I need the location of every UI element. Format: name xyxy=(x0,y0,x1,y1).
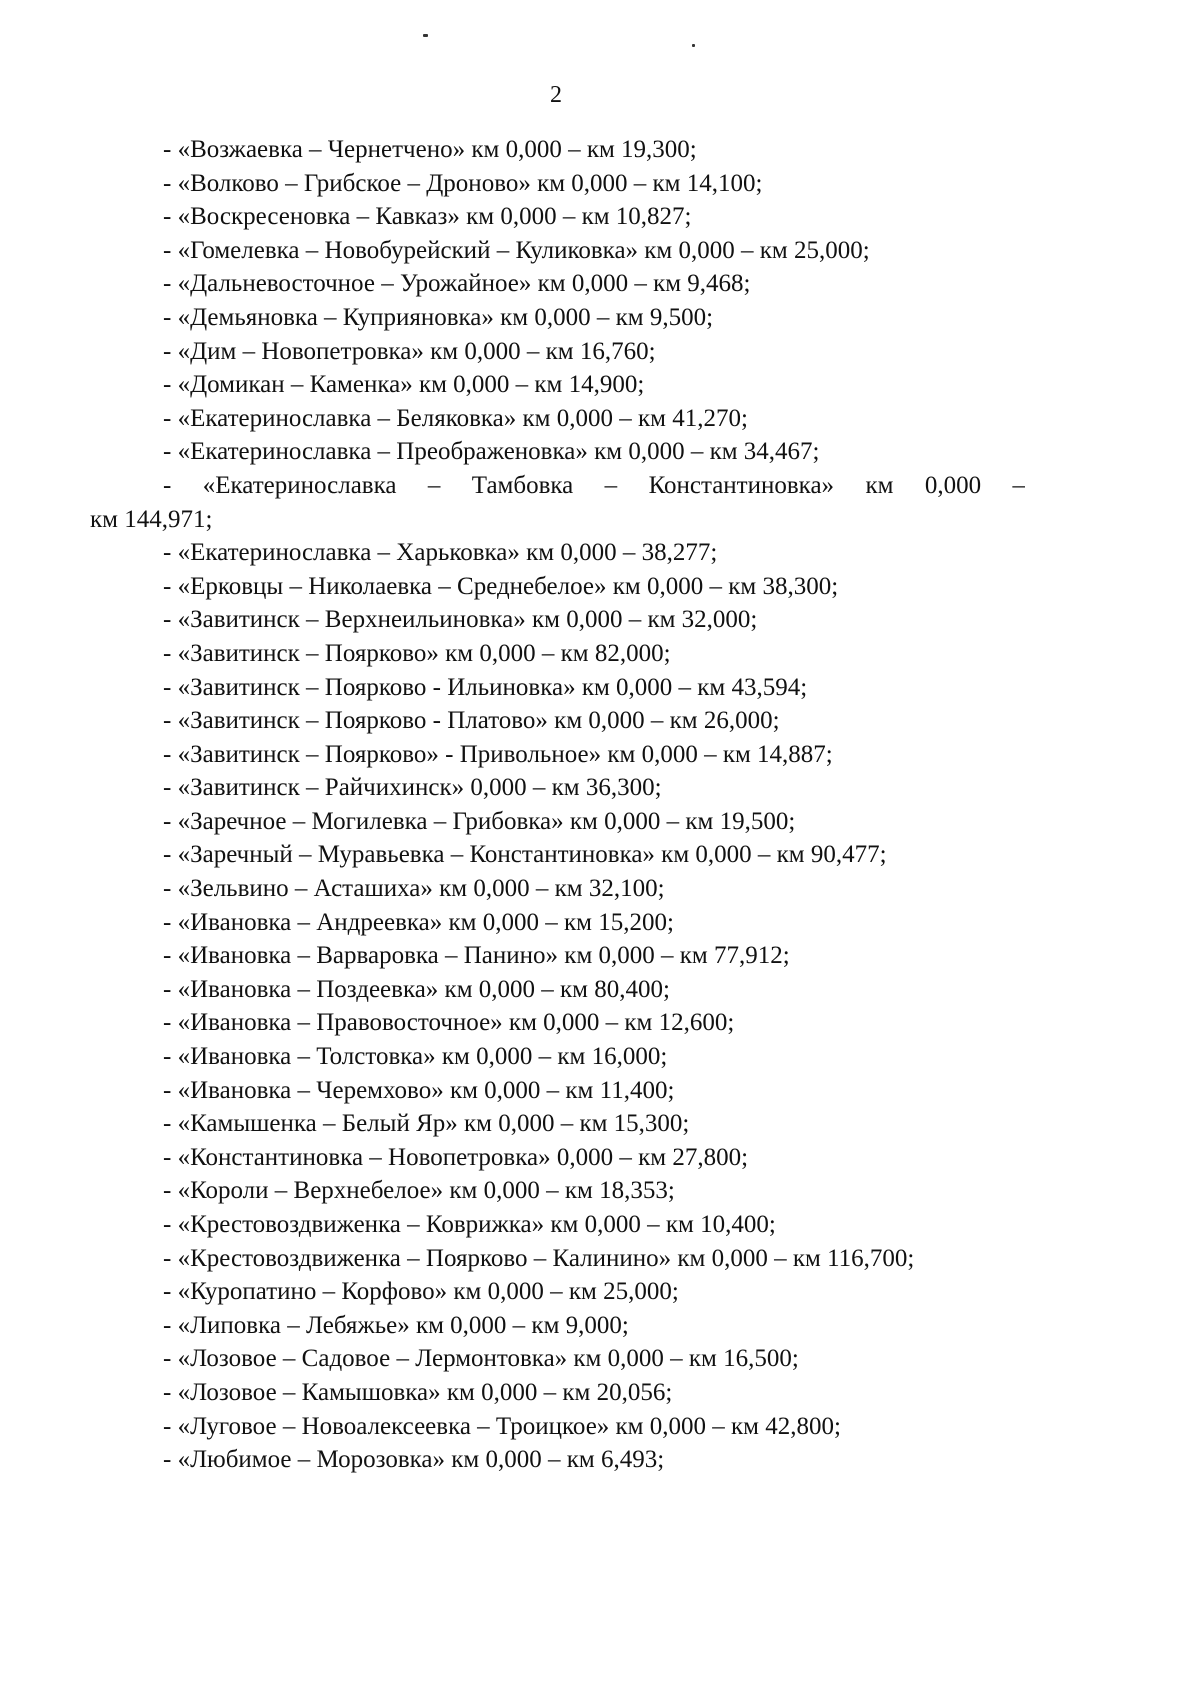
list-item: - «Дальневосточное – Урожайное» км 0,000 – км 9,468; xyxy=(163,270,751,298)
list-item: - «Ерковцы – Николаевка – Среднебелое» км 0,000 – км 38,300; xyxy=(163,572,839,600)
list-item: - «Завитинск – Поярково» - Привольное» км 0,000 – км 14,887; xyxy=(163,740,833,768)
list-item: - «Завитинск – Поярково» км 0,000 – км 82,000; xyxy=(163,639,671,667)
list-item: - «Зельвино – Асташиха» км 0,000 – км 32,100; xyxy=(163,875,665,903)
list-item: - «Воскресеновка – Кавказ» км 0,000 – км 10,827; xyxy=(163,203,692,231)
list-item: - «Короли – Верхнебелое» км 0,000 – км 18,353; xyxy=(163,1177,675,1205)
list-item: - «Гомелевка – Новобурейский – Куликовка» км 0,000 – км 25,000; xyxy=(163,236,870,264)
list-item: - «Лозовое – Камышовка» км 0,000 – км 20,056; xyxy=(163,1378,673,1406)
list-item: - «Липовка – Лебяжье» км 0,000 – км 9,000; xyxy=(163,1311,629,1339)
list-item: - «Ивановка – Поздеевка» км 0,000 – км 80,400; xyxy=(163,975,670,1003)
scan-speck xyxy=(692,44,695,47)
page-number: 2 xyxy=(550,82,562,108)
list-item: - «Ивановка – Варваровка – Панино» км 0,000 – км 77,912; xyxy=(163,942,790,970)
list-item: - «Завитинск – Верхнеильиновка» км 0,000 – км 32,000; xyxy=(163,606,758,634)
list-item: - «Крестовоздвиженка – Коврижка» км 0,000 – км 10,400; xyxy=(163,1211,776,1238)
list-item: - «Екатеринославка – Тамбовка – Константиновка» км 0,000 – xyxy=(163,471,1025,499)
list-item-continuation: км 144,971; xyxy=(90,505,213,533)
list-item: - «Завитинск – Поярково - Платово» км 0,000 – км 26,000; xyxy=(163,707,780,735)
list-item: - «Заречное – Могилевка – Грибовка» км 0,000 – км 19,500; xyxy=(163,807,796,835)
list-item: - «Камышенка – Белый Яр» км 0,000 – км 15,300; xyxy=(163,1110,690,1138)
list-item: - «Завитинск – Райчихинск» 0,000 – км 36,300; xyxy=(163,774,662,802)
list-item: - «Любимое – Морозовка» км 0,000 – км 6,493; xyxy=(163,1446,665,1474)
list-item: - «Демьяновка – Куприяновка» км 0,000 – км 9,500; xyxy=(163,303,714,331)
list-item: - «Лозовое – Садовое – Лермонтовка» км 0,000 – км 16,500; xyxy=(163,1345,799,1373)
list-item: - «Возжаевка – Чернетчено» км 0,000 – км 19,300; xyxy=(163,136,697,163)
list-item: - «Константиновка – Новопетровка» 0,000 – км 27,800; xyxy=(163,1143,749,1171)
list-item: - «Екатеринославка – Харьковка» км 0,000 – 38,277; xyxy=(163,539,718,567)
list-item: - «Заречный – Муравьевка – Константиновка» км 0,000 – км 90,477; xyxy=(163,841,887,869)
list-item: - «Ивановка – Черемхово» км 0,000 – км 11,400; xyxy=(163,1076,675,1104)
list-item: - «Ивановка – Толстовка» км 0,000 – км 16,000; xyxy=(163,1043,668,1071)
list-item: - «Завитинск – Поярково - Ильиновка» км 0,000 – км 43,594; xyxy=(163,673,808,701)
road-list xyxy=(90,133,1025,1477)
list-item: - «Луговое – Новоалексеевка – Троицкое» км 0,000 – км 42,800; xyxy=(163,1412,841,1440)
list-item: - «Дим – Новопетровка» км 0,000 – км 16,760; xyxy=(163,337,656,365)
list-item: - «Крестовоздвиженка – Поярково – Калинино» км 0,000 – км 116,700; xyxy=(163,1244,915,1272)
list-item: - «Екатеринославка – Беляковка» км 0,000 – км 41,270; xyxy=(163,404,748,432)
list-item: - «Ивановка – Андреевка» км 0,000 – км 15,200; xyxy=(163,908,674,936)
list-item: - «Ивановка – Правовосточное» км 0,000 – км 12,600; xyxy=(163,1009,735,1037)
scan-speck xyxy=(423,34,428,37)
list-item: - «Домикан – Каменка» км 0,000 – км 14,900; xyxy=(163,371,645,399)
list-item: - «Екатеринославка – Преображеновка» км 0,000 – км 34,467; xyxy=(163,438,820,466)
list-item: - «Куропатино – Корфово» км 0,000 – км 25,000; xyxy=(163,1278,679,1306)
list-item: - «Волково – Грибское – Дроново» км 0,000 – км 14,100; xyxy=(163,169,763,197)
